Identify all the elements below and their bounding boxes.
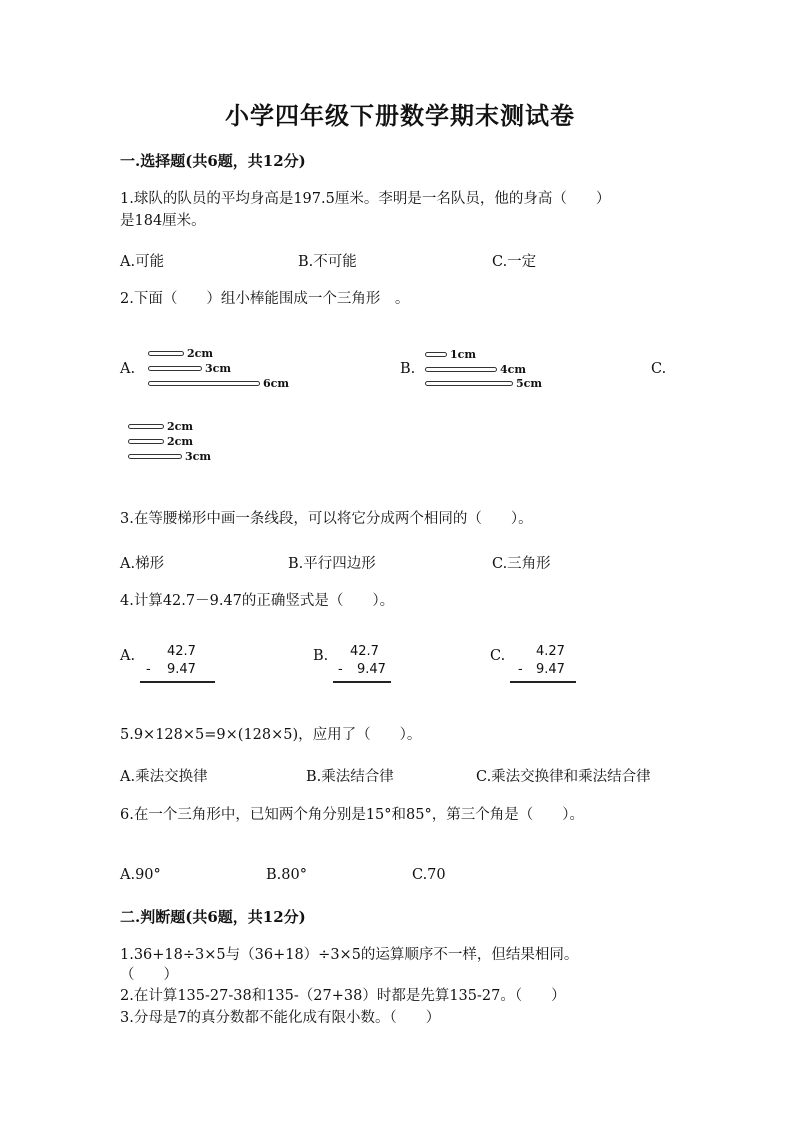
- rod-a-2: [148, 366, 202, 371]
- q4-label-c: C.: [490, 648, 506, 664]
- q5-option-b: B.乘法结合律: [306, 769, 394, 785]
- q1-option-b: B.不可能: [298, 254, 357, 270]
- section-heading-choice: 一.选择题(共6题，共12分): [120, 152, 306, 170]
- q6-option-b: B.80°: [266, 867, 307, 883]
- q3-option-a: A.梯形: [120, 556, 165, 572]
- calc-a-minus: -: [146, 662, 151, 677]
- q2-label-c: C.: [651, 361, 667, 377]
- rod-a-1: [148, 351, 184, 356]
- rod-c-1-label: 2cm: [167, 420, 193, 433]
- q1-option-c: C.一定: [492, 254, 537, 270]
- rod-a-1-label: 2cm: [187, 347, 213, 360]
- rod-b-1: [425, 352, 447, 357]
- rod-a-3: [148, 381, 260, 386]
- question-2: 2.下面（ ）组小棒能围成一个三角形 。: [120, 291, 410, 307]
- rod-a-3-label: 6cm: [263, 377, 289, 390]
- q2-label-b: B.: [400, 361, 416, 377]
- question-5: 5.9×128×5=9×(128×5)，应用了（ ）。: [120, 727, 422, 743]
- rod-b-3: [425, 381, 513, 386]
- q3-option-b: B.平行四边形: [288, 556, 376, 572]
- judgment-2: 2.在计算135-27-38和135-（27+38）时都是先算135-27。（ ）: [120, 988, 566, 1004]
- q5-option-c: C.乘法交换律和乘法结合律: [476, 769, 651, 785]
- rod-b-1-label: 1cm: [450, 348, 476, 361]
- q4-label-a: A.: [120, 648, 136, 664]
- calc-b-minus: -: [338, 662, 343, 677]
- q6-option-c: C.70: [412, 867, 446, 883]
- judgment-1-line1: 1.36+18÷3×5与（36+18）÷3×5的运算顺序不一样，但结果相同。: [120, 947, 579, 963]
- calc-a-bottom: 9.47: [167, 662, 196, 677]
- calc-c-bottom: 9.47: [536, 662, 565, 677]
- rod-a-2-label: 3cm: [205, 362, 231, 375]
- calc-b-top: 42.7: [350, 644, 379, 659]
- question-6: 6.在一个三角形中，已知两个角分别是15°和85°，第三个角是（ ）。: [120, 807, 584, 823]
- question-4: 4.计算42.7－9.47的正确竖式是（ ）。: [120, 593, 395, 609]
- q2-label-a: A.: [120, 361, 136, 377]
- judgment-3: 3.分母是7的真分数都不能化成有限小数。（ ）: [120, 1010, 441, 1026]
- rod-b-2-label: 4cm: [500, 363, 526, 376]
- q3-option-c: C.三角形: [492, 556, 551, 572]
- calc-a-rule: [140, 681, 215, 683]
- rod-c-3-label: 3cm: [185, 450, 211, 463]
- calc-c-minus: -: [518, 662, 523, 677]
- calc-b-rule: [333, 681, 391, 683]
- q4-label-b: B.: [313, 648, 329, 664]
- question-1-line2: 是184厘米。: [120, 213, 206, 229]
- section-heading-judgment: 二.判断题(共6题，共12分): [120, 908, 306, 926]
- calc-c-rule: [510, 681, 576, 683]
- rod-c-2-label: 2cm: [167, 435, 193, 448]
- rod-b-2: [425, 367, 497, 372]
- rod-c-1: [128, 424, 164, 429]
- q6-option-a: A.90°: [120, 867, 161, 883]
- q5-option-a: A.乘法交换律: [120, 769, 208, 785]
- page-title: 小学四年级下册数学期末测试卷: [225, 101, 575, 130]
- calc-c-top: 4.27: [536, 644, 565, 659]
- calc-b-bottom: 9.47: [357, 662, 386, 677]
- rod-b-3-label: 5cm: [516, 377, 542, 390]
- q1-option-a: A.可能: [120, 254, 165, 270]
- question-1-line1: 1.球队的队员的平均身高是197.5厘米。李明是一名队员，他的身高（ ）: [120, 191, 611, 207]
- question-3: 3.在等腰梯形中画一条线段，可以将它分成两个相同的（ ）。: [120, 511, 533, 527]
- rod-c-3: [128, 454, 182, 459]
- calc-a-top: 42.7: [167, 644, 196, 659]
- rod-c-2: [128, 439, 164, 444]
- judgment-1-line2: （ ）: [120, 967, 178, 983]
